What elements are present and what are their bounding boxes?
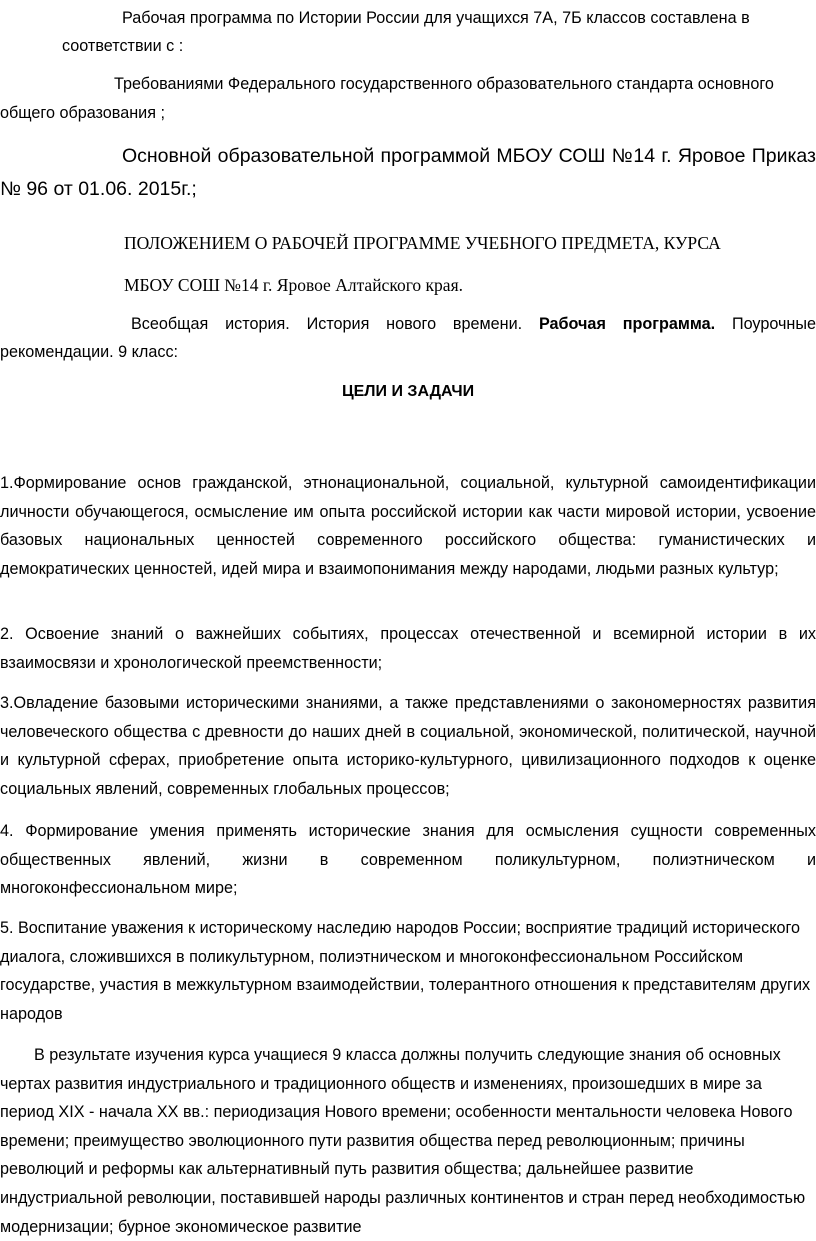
school-program-reference: Основной образовательной программой МБОУ СОШ №14 г. Яровое Приказ № 96 от 01.06. 2015г.; — [0, 145, 816, 200]
goal-item: 4. Формирование умения применять исторические знания для осмысления сущности современных общественных явлений, жизни в современном поликультурном, полиэтническом и многоконфессиональном мире; — [0, 822, 816, 897]
textbook-bold-title: Рабочая программа. — [538, 315, 716, 333]
textbook-suffix: Поурочные рекомендации. 9 класс: — [0, 315, 816, 361]
textbook-reference — [0, 310, 816, 366]
goal-item: 1.Формирование основ гражданской, этнонациональной, социальной, культурной самоидентификации личности обучающегося, осмысление им опыта российской истории как части мировой истории, усвоение базовых национальных ценностей современного российского общества: гуманистических и демократических ценностей, идей мира и взаимопонимания между народами, людьми разных культур; — [0, 474, 816, 578]
learning-results-paragraph: В результате изучения курса учащиеся 9 класса должны получить следующие знания об основных чертах развития индустриального и традиционного обществ и изменениях, произошедших в мире за период XIX - начала XX вв.: периодизация Нового времени; особенности ментальности человека Нового времени; преимущество эволюционного пути развития общества перед революционным; причины революций и реформы как альтернативный путь развития общества; дальнейшее развитие индустриальной революции, поставившей народы различных континентов и стран перед необходимостью модернизации; бурное экономическое развитие — [0, 1046, 806, 1236]
regulation-title: ПОЛОЖЕНИЕМ О РАБОЧЕЙ ПРОГРАММЕ УЧЕБНОГО ПРЕДМЕТА, КУРСА — [124, 233, 721, 253]
fgos-reference: Требованиями Федерального государственного образовательного стандарта основного общего образования ; — [0, 75, 774, 122]
section-heading: ЦЕЛИ И ЗАДАЧИ — [341, 383, 475, 400]
intro-paragraph: Рабочая программа по Истории России для учащихся 7А, 7Б классов составлена в соответствии с : — [62, 9, 750, 55]
goal-item: 3.Овладение базовыми историческими знаниями, а также представлениями о закономерностях развития человеческого общества с древности до наших дней в социальной, экономической, политической, научной и культурной сферах, приобретение опыта историко-культурного, цивилизационного подходов к оценке социальных явлений, современных глобальных процессов; — [0, 694, 816, 798]
goal-item: 2. Освоение знаний о важнейших событиях, процессах отечественной и всемирной истории в их взаимосвязи и хронологической преемственности; — [0, 625, 816, 672]
regulation-school: МБОУ СОШ №14 г. Яровое Алтайского края. — [124, 275, 464, 295]
regulation-reference — [0, 222, 816, 306]
goal-item: 5. Воспитание уважения к историческому наследию народов России; восприятие традиций исторического диалога, сложившихся в поликультурном, полиэтническом и многоконфессиональном Российском государстве, участия в межкультурном взаимодействии, толерантного отношения к представителям других народов — [0, 919, 811, 1023]
textbook-title: Всеобщая история. История нового времени. — [131, 315, 539, 333]
